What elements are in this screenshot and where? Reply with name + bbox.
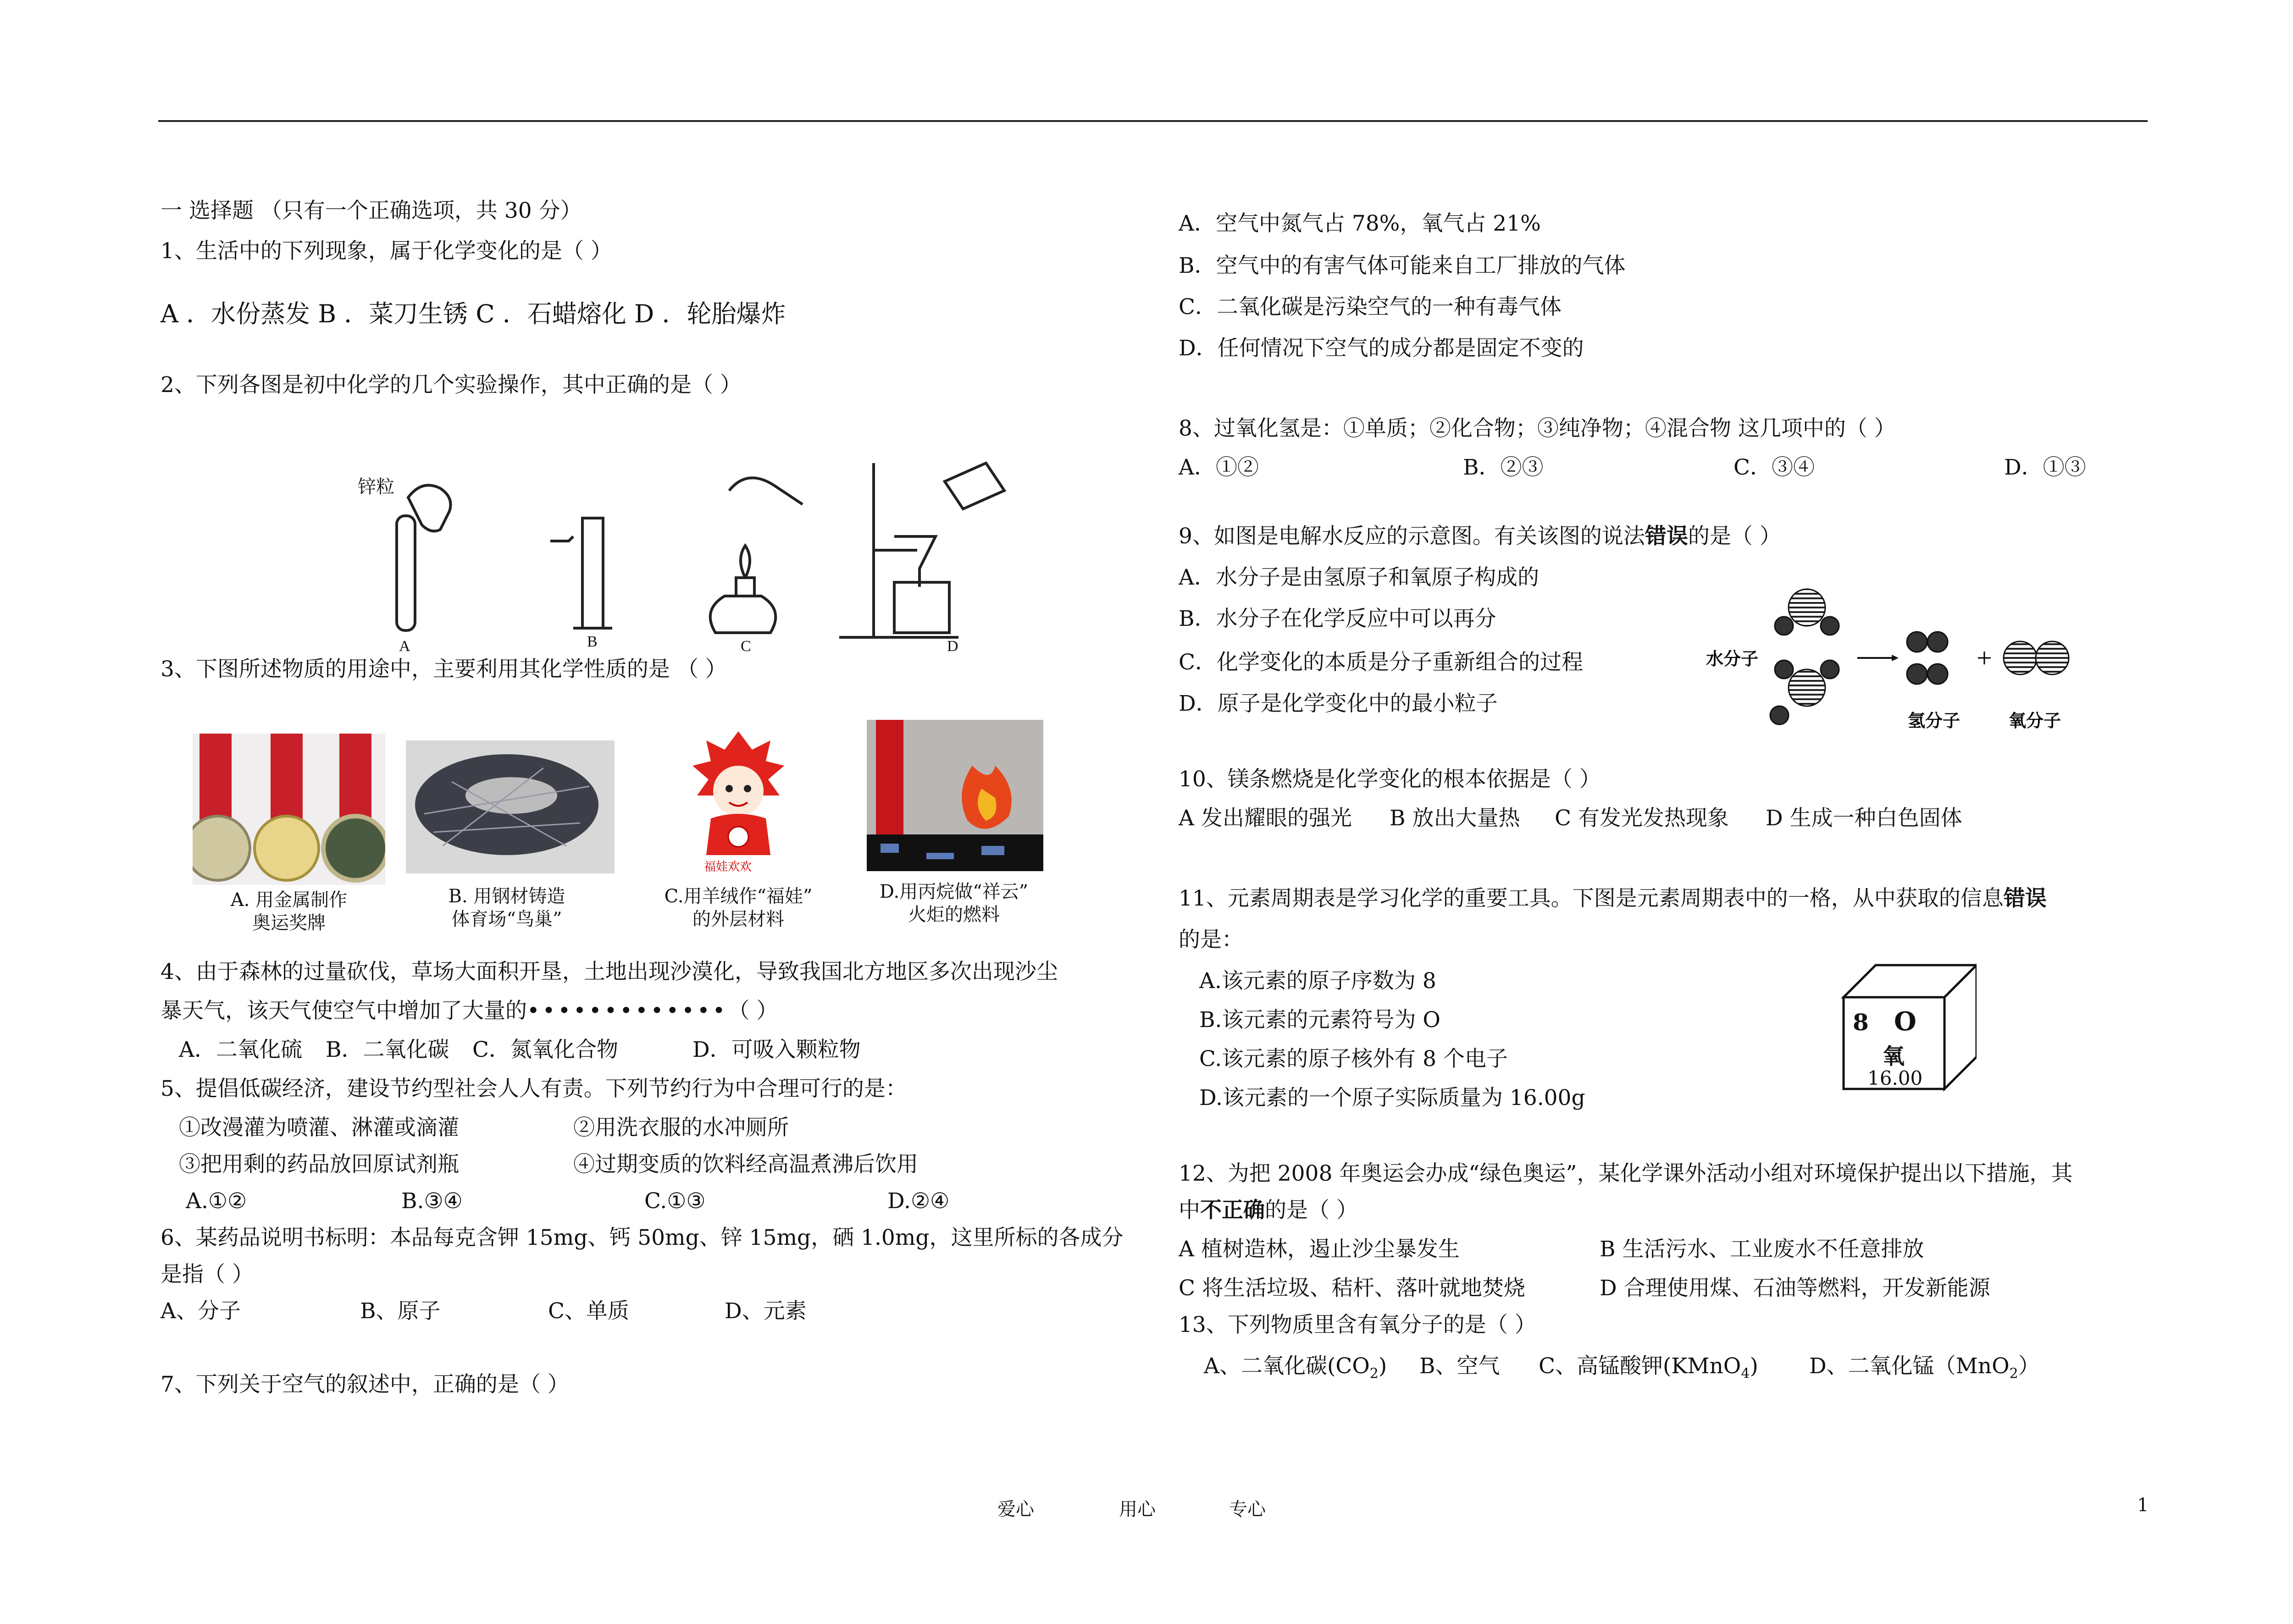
q3-caption-b: B. 用钢材铸造 体育场“鸟巢” [448,886,565,930]
q9-option-a: A．水分子是由氢原子和氧原子构成的 [1179,565,1539,590]
q7-stem: 7、下列关于空气的叙述中，正确的是（ ） [161,1372,569,1397]
q7-option-c: C．二氧化碳是污染空气的一种有毒气体 [1179,294,1562,320]
q5-items-row2: ③把用剩的药品放回原试剂瓶 ④过期变质的饮料经高温煮沸后饮用 [179,1152,918,1177]
section-title: 一 选择题 （只有一个正确选项，共 30 分） [161,198,582,223]
fuwa-mascot-image [679,727,798,883]
q3-caption-d: D.用丙烷做“祥云” 火炬的燃料 [879,881,1029,925]
q3-caption-a: A. 用金属制作 奥运奖牌 [230,889,348,934]
q9-stem: 9、如图是电解水反应的示意图。有关该图的说法错误的是（ ） [1179,524,1781,549]
q13-options: A、二氧化碳$(CO_2)$ B、空气 C、高锰酸钾(KMnO$_4$) D、二氧化锰（MnO$_2$） [1204,1353,2040,1382]
footer-item-3: 专心 [1229,1499,1266,1520]
q10-stem: 10、镁条燃烧是化学变化的根本依据是（ ） [1179,767,1601,792]
footer-item-1: 爱心 [997,1499,1034,1520]
q8-options: A．①② B．②③ C．③④ D．①③ [1179,455,2086,480]
element-number: 8 [1853,1009,1869,1036]
electrolysis-diagram [1706,582,2119,738]
q6-line1: 6、某药品说明书标明：本品每克含钾 15mg、钙 50mg、锌 15mg，硒 1.0mg，这里所标的各成分 [161,1225,1124,1250]
q9-option-d: D．原子是化学变化中的最小粒子 [1179,691,1498,716]
q5-items-row1: ①改漫灌为喷灌、淋灌或滴灌 ②用洗衣服的水冲厕所 [179,1115,789,1140]
hydrogen-molecule-label: 氢分子 [1908,712,1961,731]
footer-item-2: 用心 [1119,1499,1156,1520]
birds-nest-photo [406,740,615,873]
q1-stem: 1、生活中的下列现象，属于化学变化的是（ ） [161,238,612,264]
lab-operations-drawing [353,454,1018,656]
oxygen-molecule-label: 氧分子 [2009,712,2061,731]
q2-letter-b: B [587,633,598,650]
q6-options: A、分子 B、原子 C、单质 D、元素 [161,1298,807,1324]
q10-options: A 发出耀眼的强光 B 放出大量热 C 有发光发热现象 D 生成一种白色固体 [1179,806,1962,831]
element-cube [1839,961,1977,1098]
zinc-label: 锌粒 [358,476,394,497]
element-mass: 16.00 [1867,1067,1923,1089]
q11-option-c: C.该元素的原子核外有 8 个电子 [1199,1046,1508,1072]
q9-option-c: C．化学变化的本质是分子重新组合的过程 [1179,650,1583,675]
q11-line1: 11、元素周期表是学习化学的重要工具。下图是元素周期表中的一格，从中获取的信息错误 [1179,886,2047,911]
q2-letter-d: D [947,638,958,655]
q4-line1: 4、由于森林的过量砍伐，草场大面积开垦，土地出现沙漠化，导致我国北方地区多次出现沙尘 [161,959,1058,984]
q5-options: A.①② B.③④ C.①③ D.②④ [186,1188,950,1214]
page-number: 1 [2137,1495,2149,1516]
q12-line1: 12、为把 2008 年奥运会办成“绿色奥运”，某化学课外活动小组对环境保护提出以下措施，其 [1179,1161,2073,1186]
plus-sign: + [1977,643,1992,673]
torch-photo [867,720,1043,871]
water-molecule-label: 水分子 [1706,650,1759,669]
q4-line2: 暴天气，该天气使空气中增加了大量的•••••••••••••（ ） [161,998,778,1023]
q2-letter-c: C [741,638,751,655]
q3-stem: 3、下图所述物质的用途中，主要利用其化学性质的是 （ ） [161,657,727,682]
q11-option-b: B.该元素的元素符号为 O [1199,1007,1440,1033]
q12-line2: 中不正确的是（ ） [1179,1198,1358,1223]
q9-option-b: B．水分子在化学反应中可以再分 [1179,606,1496,631]
q7-option-d: D．任何情况下空气的成分都是固定不变的 [1179,336,1584,361]
q11-line2: 的是： [1179,927,1243,952]
q12-options-row1: A 植树造林，遏止沙尘暴发生 B 生活污水、工业废水不任意排放 [1179,1237,1924,1262]
q7-option-b: B．空气中的有害气体可能来自工厂排放的气体 [1179,253,1626,278]
medals-photo [193,734,385,885]
q1-options: A ．水份蒸发 B ．菜刀生锈 C ．石蜡熔化 D ．轮胎爆炸 [161,299,786,328]
element-name: 氧 [1883,1044,1905,1069]
q5-stem: 5、提倡低碳经济，建设节约型社会人人有责。下列节约行为中合理可行的是： [161,1076,907,1101]
element-symbol: O [1894,1006,1916,1037]
q2-stem: 2、下列各图是初中化学的几个实验操作，其中正确的是（ ） [161,372,742,398]
q6-line2: 是指（ ） [161,1262,254,1287]
q13-stem: 13、下列物质里含有氧分子的是（ ） [1179,1312,1536,1337]
header-rule [158,120,2148,122]
q4-options: A．二氧化硫 B．二氧化碳 C．氮氧化合物 D．可吸入颗粒物 [179,1037,861,1062]
q7-option-a: A．空气中氮气占 78%，氧气占 21% [1179,211,1541,236]
q11-option-a: A.该元素的原子序数为 8 [1199,968,1436,994]
q8-stem: 8、过氧化氢是：①单质；②化合物；③纯净物；④混合物 这几项中的（ ） [1179,416,1896,441]
q2-letter-a: A [399,638,410,655]
fuwa-label: 福娃欢欢 [704,860,752,874]
q11-option-d: D.该元素的一个原子实际质量为 16.00g [1199,1085,1585,1110]
q2-lab-figure [353,454,1018,656]
q3-caption-c: C.用羊绒作“福娃” 的外层材料 [664,886,813,930]
q12-options-row2: C 将生活垃圾、秸杆、落叶就地焚烧 D 合理使用煤、石油等燃料，开发新能源 [1179,1276,1990,1301]
